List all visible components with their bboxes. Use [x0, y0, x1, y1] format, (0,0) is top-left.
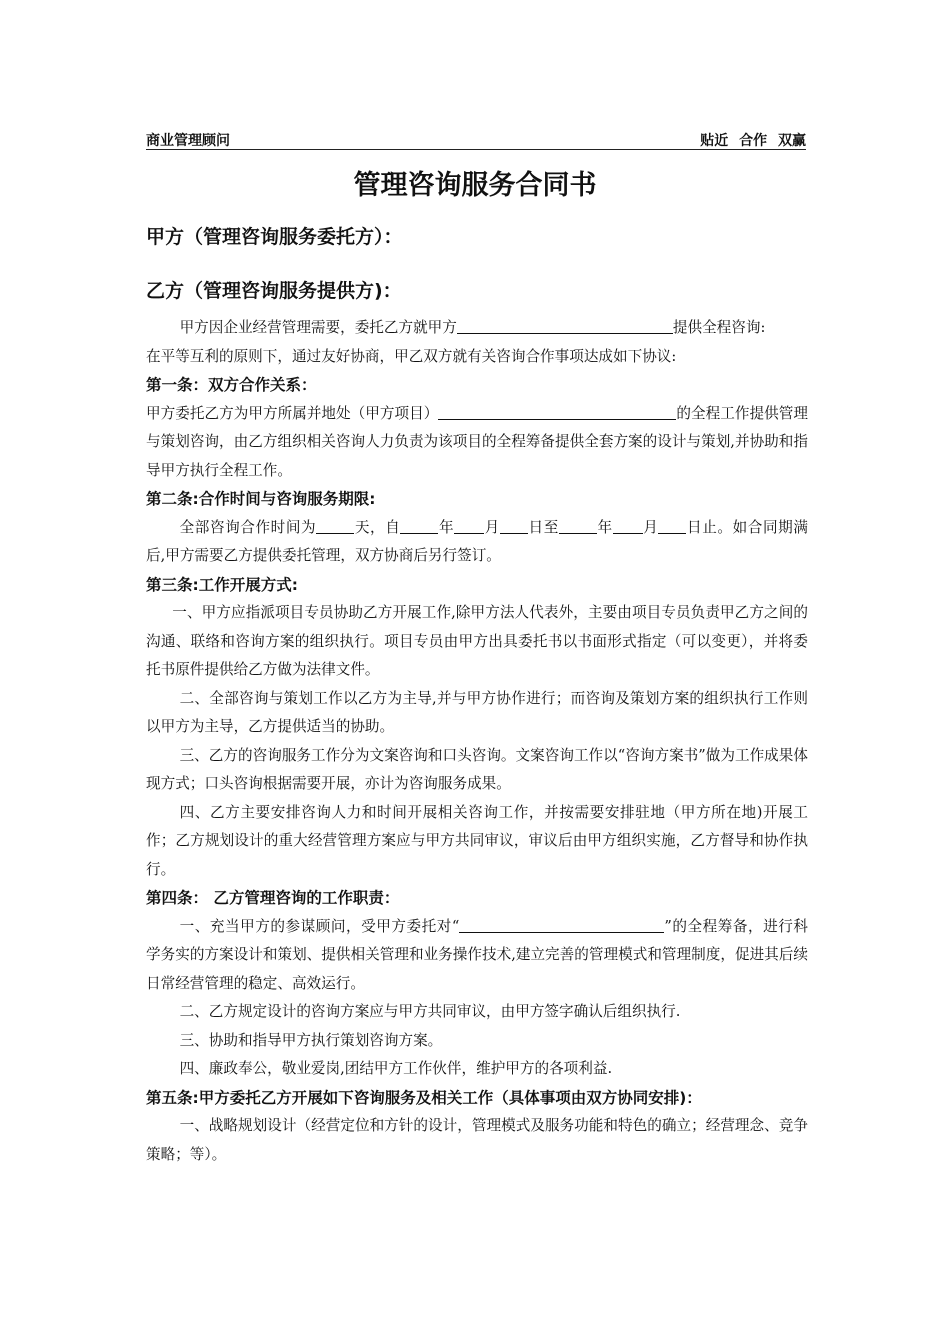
article-4-text-a: 一、充当甲方的参谋顾问，受甲方委托对“	[179, 917, 460, 935]
fill-blank	[459, 917, 664, 933]
article-2-heading: 第二条:合作时间与咨询服务期限:	[146, 490, 376, 508]
fill-blank	[316, 518, 354, 534]
header-left: 商业管理顾问	[146, 133, 230, 149]
article-3-heading: 第三条:工作开展方式:	[146, 575, 298, 594]
fill-blank	[559, 518, 597, 534]
article-3-paragraph-3: 三、乙方的咨询服务工作分为文案咨询和口头咨询。文案咨询工作以“咨询方案书”做为工作成果体现方式；口头咨询根据需要开展，亦计为咨询服务成果。	[146, 746, 808, 792]
party-a-line: 甲方（管理咨询服务委托方）：	[146, 226, 403, 248]
header-right: 贴近 合作 双赢	[700, 133, 806, 149]
party-b-line: 乙方（管理咨询服务提供方)：	[146, 280, 402, 302]
article-2-text-e: 日至	[527, 518, 559, 536]
fill-blank	[500, 518, 528, 534]
document-title: 管理咨询服务合同书	[353, 170, 597, 201]
article-3-paragraph-4: 四、乙方主要安排咨询人力和时间开展相关咨询工作，并按需要安排驻地（甲方所在地)开展工作；乙方规划设计的重大经营管理方案应与甲方共同审议，审议后由甲方组织实施，乙方督导和协作执行。	[146, 803, 808, 878]
page-header	[146, 129, 806, 150]
article-2-text-b: 天，自	[354, 518, 401, 536]
article-1-text	[146, 400, 808, 486]
fill-blank	[438, 404, 676, 420]
fill-blank	[658, 518, 686, 534]
article-3-paragraph-2: 二、全部咨询与策划工作以乙方为主导,并与甲方协作进行；而咨询及策划方案的组织执行工作则以甲方为主导，乙方提供适当的协助。	[146, 689, 808, 735]
article-1-heading: 第一条：双方合作关系：	[146, 376, 317, 394]
article-4-paragraph-2: 二、乙方规定设计的咨询方案应与甲方共同审议，由甲方签字确认后组织执行.	[179, 1003, 681, 1020]
fill-blank	[457, 318, 673, 334]
intro-text: 甲方因企业经营管理需要，委托乙方就甲方	[179, 319, 457, 336]
article-2-text-a: 全部咨询合作时间为	[179, 518, 317, 536]
article-4-heading: 第四条： 乙方管理咨询的工作职责：	[146, 889, 400, 907]
fill-blank	[454, 518, 484, 534]
article-2-text-f: 年	[596, 518, 613, 536]
fill-blank	[613, 518, 643, 534]
article-4-paragraph-1	[146, 913, 808, 999]
article-5-heading: 第五条:甲方委托乙方开展如下咨询服务及相关工作（具体事项由双方协同安排)：	[146, 1088, 702, 1107]
article-2-text-d: 月	[484, 518, 500, 536]
contract-body	[146, 314, 808, 1169]
article-3-paragraph-1: 一、甲方应指派项目专员协助乙方开展工作,除甲方法人代表外，主要由项目专员负责甲乙方之间的沟通、联络和咨询方案的组织执行。项目专员由甲方出具委托书以书面形式指定（可以变更），并将委托书原件提供给乙方做为法律文件。	[146, 604, 808, 678]
article-4-paragraph-3: 三、协助和指导甲方执行策划咨询方案。	[179, 1031, 443, 1049]
article-2-text-h: 日止。如合同期满后,甲方需要乙方提供委托管理，双方协商后另行签订。	[146, 518, 808, 564]
fill-blank	[400, 518, 438, 534]
article-2-text-c: 年	[438, 518, 455, 536]
article-2-text	[146, 514, 808, 571]
article-5-paragraph-1: 一、战略规划设计（经营定位和方针的设计，管理模式及服务功能和特色的确立；经营理念、竞争策略；等）。	[146, 1117, 808, 1163]
article-1-text-b: 的全程工作提供管理与策划咨询，由乙方组织相关咨询人力负责为该项目的全程筹备提供全套方案的设计与策划,并协助和指导甲方执行全程工作。	[146, 404, 808, 479]
intro-text-2: 提供全程咨询:	[672, 319, 766, 336]
intro-paragraph-2: 在平等互利的原则下，通过友好协商，甲乙双方就有关咨询合作事项达成如下协议:	[146, 347, 677, 365]
article-2-text-g: 月	[642, 518, 659, 536]
intro-paragraph-1	[146, 314, 808, 343]
article-1-text-a: 甲方委托乙方为甲方所属并地处（甲方项目）	[146, 404, 439, 422]
article-4-paragraph-4: 四、廉政奉公，敬业爱岗,团结甲方工作伙伴，维护甲方的各项利益.	[179, 1060, 613, 1077]
article-4-text-b: ”的全程筹备，进行科学务实的方案设计和策划、提供相关管理和业务操作技术,建立完善的管理模式和管理制度，促进其后续日常经营管理的稳定、高效运行。	[146, 917, 808, 992]
